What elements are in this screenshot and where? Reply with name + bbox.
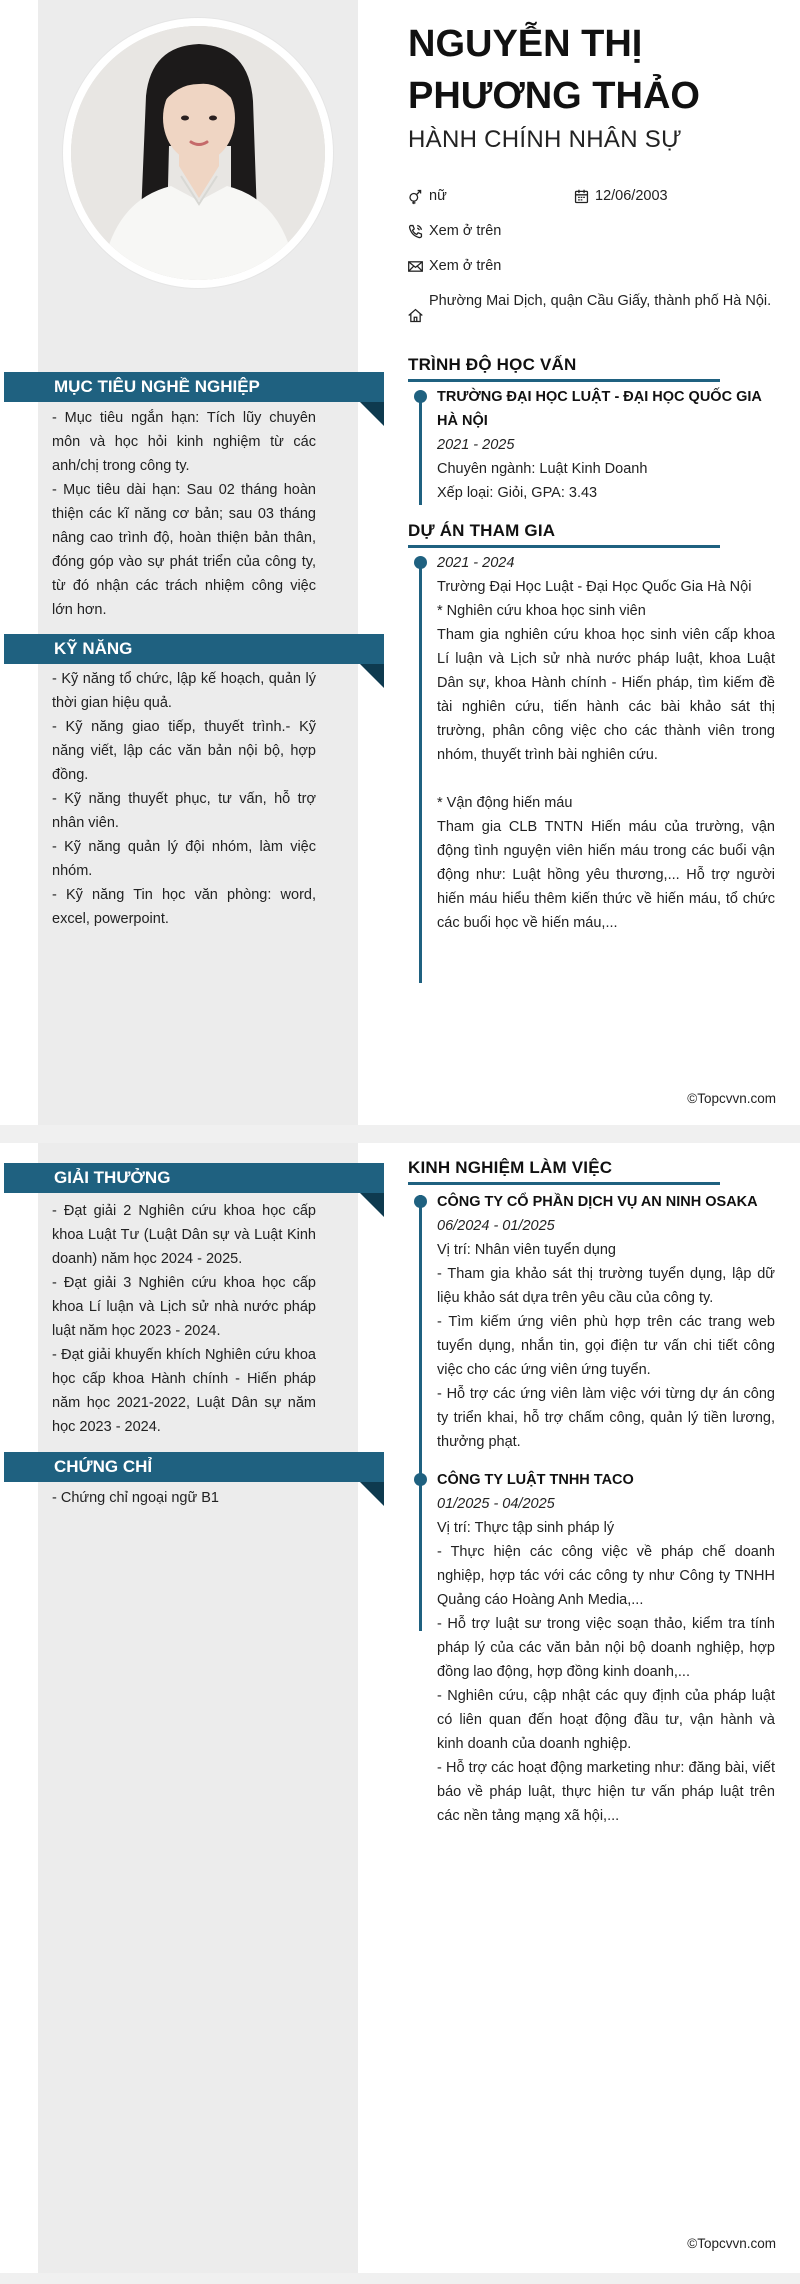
certificate-item: - Chứng chỉ ngoại ngữ B1 (52, 1490, 219, 1506)
awards-heading: GIẢI THƯỞNG (4, 1163, 384, 1193)
section-underline (408, 545, 720, 548)
project-1-desc: Tham gia nghiên cứu khoa học sinh viên cấp khoa Lí luận và Lịch sử nhà nước pháp luật, khoa Luật Dân sự, khoa Hành chính - Hiến pháp, tìm kiếm đề tài nghiên cứu, tiến hành các bài khảo sát thị trường, phân công việc cho các thành viên trong nhóm, thuyết trình bài nghiên cứu. (437, 627, 775, 763)
ribbon-fold (360, 402, 384, 426)
address-value: Phường Mai Dịch, quận Cầu Giấy, thành phố Hà Nội. (429, 293, 772, 309)
job-entry (437, 1190, 775, 1454)
timeline-line (419, 392, 422, 505)
avatar-photo (71, 26, 325, 280)
job-company: CÔNG TY CỔ PHẦN DỊCH VỤ AN NINH OSAKA (437, 1194, 758, 1210)
project-1-title: * Nghiên cứu khoa học sinh viên (437, 603, 646, 619)
birthday-row (570, 185, 668, 208)
job-position: Vị trí: Thực tập sinh pháp lý (437, 1520, 615, 1536)
phone-value: Xem ở trên (429, 223, 502, 239)
project-period: 2021 - 2024 (437, 555, 515, 571)
footer-watermark: ©Topcvvn.com (687, 1091, 776, 1106)
objective-text (52, 406, 316, 622)
skill-item: - Kỹ năng Tin học văn phòng: word, excel, powerpoint. (52, 887, 316, 927)
education-grade: Xếp loại: Giỏi, GPA: 3.43 (437, 485, 598, 501)
award-item: - Đạt giải 2 Nghiên cứu khoa học cấp khoa Luật Tư (Luật Dân sự và Luật Kinh doanh) năm học 2024 - 2025. (52, 1203, 316, 1267)
gender-icon (404, 185, 426, 207)
email-icon (404, 255, 426, 277)
email-value: Xem ở trên (429, 258, 502, 274)
awards-text (52, 1199, 316, 1439)
job-period: 06/2024 - 01/2025 (437, 1218, 555, 1234)
birthday-value: 12/06/2003 (595, 188, 668, 204)
cv-page-1 (0, 0, 800, 1125)
certificates-heading: CHỨNG CHỈ (4, 1452, 384, 1482)
ribbon-fold (360, 664, 384, 688)
job-task: - Hỗ trợ luật sư trong việc soạn thảo, kiểm tra tính pháp lý của các văn bản nội bộ doanh nghiệp, hợp đồng lao động, hợp đồng kinh doanh,... (437, 1616, 775, 1680)
projects-heading: DỰ ÁN THAM GIA (408, 521, 556, 540)
timeline-dot (414, 556, 427, 569)
objective-item: - Mục tiêu dài hạn: Sau 02 tháng hoàn thiện các kĩ năng cơ bản; sau 03 tháng nâng cao trình độ, hoàn thiện bản thân, đóng góp vào sự phát triển của công ty, từ đó nhận các trách nhiệm công việc lớn hơn. (52, 482, 316, 618)
certificates-text (52, 1486, 316, 1510)
school-name: TRƯỜNG ĐẠI HỌC LUẬT - ĐẠI HỌC QUỐC GIA HÀ NỘI (437, 389, 762, 429)
education-major: Chuyên ngành: Luật Kinh Doanh (437, 461, 648, 477)
timeline-line (419, 558, 422, 983)
ribbon-fold (360, 1193, 384, 1217)
job-entry (437, 1468, 775, 1828)
job-position: Vị trí: Nhân viên tuyển dụng (437, 1242, 616, 1258)
candidate-role: HÀNH CHÍNH NHÂN SỰ (408, 126, 682, 153)
footer-watermark: ©Topcvvn.com (687, 2236, 776, 2251)
education-heading: TRÌNH ĐỘ HỌC VẤN (408, 355, 577, 374)
timeline-dot (414, 1473, 427, 1486)
project-entry (437, 551, 775, 935)
cv-page-2 (0, 1143, 800, 2273)
job-task: - Hỗ trợ các hoạt động marketing như: đăng bài, viết báo về pháp luật, thực hiện tư vấn pháp luật trên các nền tảng mạng xã hội,... (437, 1760, 775, 1824)
job-task: - Tìm kiếm ứng viên phù hợp trên các trang web tuyển dụng, nhắn tin, gọi điện tư vấn chi tiết công việc cho các ứng viên ứng tuyển. (437, 1314, 775, 1378)
job-task: - Hỗ trợ các ứng viên làm việc với từng dự án công ty triển khai, hỗ trợ chấm công, quản lý tiền lương, thưởng phạt. (437, 1386, 775, 1450)
timeline-dot (414, 1195, 427, 1208)
timeline-line (419, 1195, 422, 1631)
name-line-2: PHƯƠNG THẢO (408, 75, 700, 117)
job-task: - Thực hiện các công việc về pháp chế doanh nghiệp, hợp tác với các công ty như Công ty TNHH Quảng cáo Hoàng Anh Media,... (437, 1544, 775, 1608)
email-row (404, 255, 501, 278)
gender-row (404, 185, 447, 208)
address-row (404, 290, 774, 326)
timeline-dot (414, 390, 427, 403)
job-period: 01/2025 - 04/2025 (437, 1496, 555, 1512)
name-line-1: NGUYỄN THỊ (408, 23, 643, 65)
project-2-desc: Tham gia CLB TNTN Hiến máu của trường, vận động tình nguyện viên hiến máu trong các buổi vận động như: Luật hồng yêu thương,... Hỗ trợ người hiến máu hiểu thêm kiến thức về hiến máu, tổ chức các buổi học về hiến máu,... (437, 819, 775, 931)
skill-item: - Kỹ năng quản lý đội nhóm, làm việc nhóm. (52, 839, 316, 879)
skills-text (52, 667, 316, 931)
phone-icon (404, 220, 426, 242)
objective-item: - Mục tiêu ngắn hạn: Tích lũy chuyên môn và học hỏi kinh nghiệm từ các anh/chị trong công ty. (52, 410, 316, 474)
calendar-icon (570, 185, 592, 207)
skill-item: - Kỹ năng giao tiếp, thuyết trình.- Kỹ năng viết, lập các văn bản nội bộ, hợp đồng. (52, 719, 316, 783)
section-underline (408, 379, 720, 382)
project-2-title: * Vận động hiến máu (437, 795, 573, 811)
ribbon-fold (360, 1482, 384, 1506)
phone-row (404, 220, 501, 243)
avatar (71, 26, 325, 280)
objective-heading: MỤC TIÊU NGHỀ NGHIỆP (4, 372, 384, 402)
experience-heading: KINH NGHIỆM LÀM VIỆC (408, 1158, 613, 1177)
skill-item: - Kỹ năng tổ chức, lập kế hoạch, quản lý thời gian hiệu quả. (52, 671, 316, 711)
education-entry (437, 385, 775, 505)
job-task: - Nghiên cứu, cập nhật các quy định của pháp luật có liên quan đến hoạt động đầu tư, vận hành và kinh doanh của doanh nghiệp. (437, 1688, 775, 1752)
home-icon (404, 304, 426, 326)
education-period: 2021 - 2025 (437, 437, 515, 453)
spacer (437, 767, 775, 791)
avatar-frame (63, 18, 333, 288)
project-org: Trường Đại Học Luật - Đại Học Quốc Gia Hà Nội (437, 579, 752, 595)
skill-item: - Kỹ năng thuyết phục, tư vấn, hỗ trợ nhân viên. (52, 791, 316, 831)
skills-heading: KỸ NĂNG (4, 634, 384, 664)
gender-value: nữ (429, 188, 447, 204)
award-item: - Đạt giải 3 Nghiên cứu khoa học cấp khoa Lí luận và Lịch sử nhà nước pháp luật năm học 2023 - 2024. (52, 1275, 316, 1339)
job-company: CÔNG TY LUẬT TNHH TACO (437, 1472, 634, 1488)
candidate-name (408, 18, 788, 122)
award-item: - Đạt giải khuyến khích Nghiên cứu khoa học cấp khoa Hành chính - Hiến pháp năm học 2021-2022, Luật Dân sự năm học 2023 - 2024. (52, 1347, 316, 1435)
section-underline (408, 1182, 720, 1185)
job-task: - Tham gia khảo sát thị trường tuyển dụng, lập dữ liệu khảo sát dựa trên yêu cầu của công ty. (437, 1266, 775, 1306)
